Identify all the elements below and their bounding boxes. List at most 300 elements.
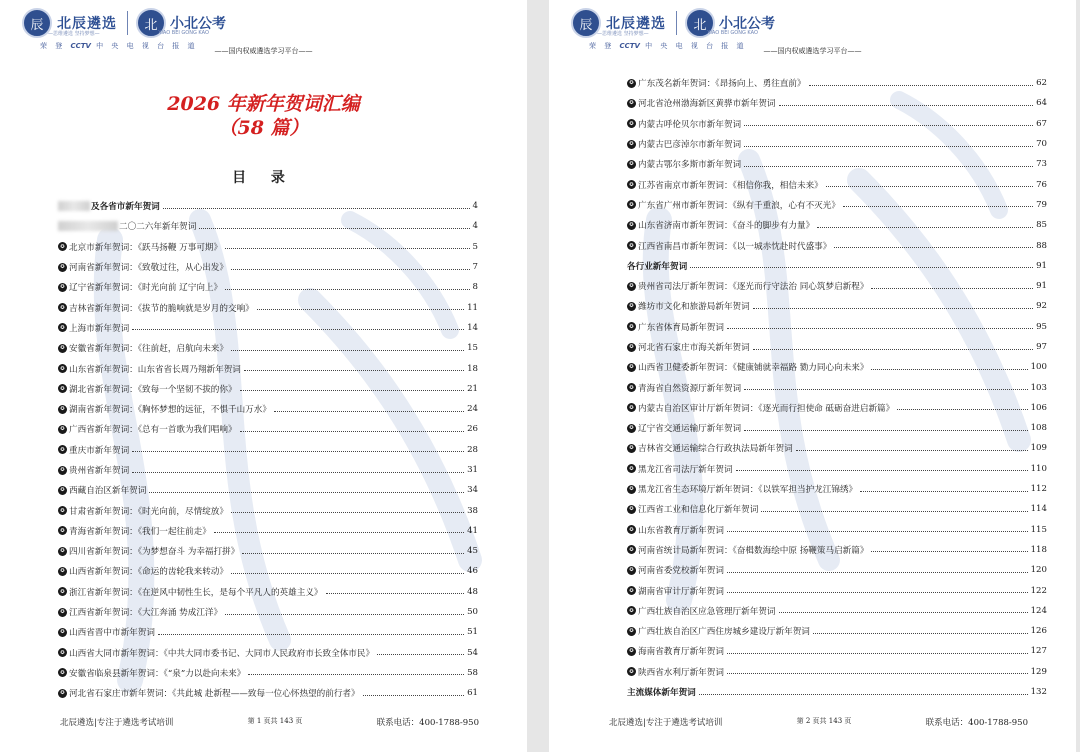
toc-entry-title: 各行业新年贺词 — [627, 261, 688, 272]
toc-page-number: 38 — [467, 505, 478, 516]
bullet-icon: ✪ — [58, 263, 67, 272]
dot-leader — [727, 531, 1028, 532]
bullet-icon: ✪ — [58, 405, 67, 414]
toc-entry-title: 湖南省审计厅新年贺词 — [638, 586, 724, 597]
dot-leader — [149, 492, 464, 493]
bullet-icon: ✪ — [58, 547, 67, 556]
toc-entry[interactable] — [627, 114, 1047, 134]
toc-entry[interactable] — [627, 418, 1047, 438]
toc-entry[interactable] — [627, 337, 1047, 357]
dot-leader — [817, 227, 1033, 228]
bullet-icon: ✪ — [627, 363, 636, 372]
document-page-2 — [549, 0, 1076, 752]
toc-entry-title: 江西省工业和信息化厅新年贺词 — [638, 505, 759, 516]
toc-page-number: 122 — [1030, 585, 1047, 596]
document-title — [0, 92, 527, 140]
toc-page-number: 103 — [1030, 382, 1047, 393]
bullet-icon: ✪ — [627, 647, 636, 656]
toc-entry[interactable] — [627, 641, 1047, 661]
toc-page-number: 109 — [1030, 443, 1047, 454]
dot-leader — [813, 633, 1028, 634]
bullet-icon: ✪ — [627, 282, 636, 291]
toc-entry[interactable] — [58, 419, 478, 439]
toc-page-number: 108 — [1030, 423, 1047, 434]
bullet-icon: ✪ — [627, 525, 636, 534]
toc-page-number: 51 — [467, 627, 478, 638]
toc-entry-title: 及各省市新年贺词 — [91, 202, 160, 213]
toc-entry-title: 陕西省水利厅新年贺词 — [638, 667, 724, 678]
dot-leader — [753, 308, 1033, 309]
dot-leader — [860, 491, 1027, 492]
toc-page-number: 118 — [1030, 544, 1047, 555]
bullet-icon: ✪ — [627, 200, 636, 209]
dot-leader — [761, 511, 1027, 512]
toc-entry[interactable] — [58, 196, 478, 216]
dot-leader — [163, 208, 470, 209]
toc-page-number: 88 — [1036, 240, 1047, 251]
toc-page-number: 64 — [1036, 98, 1047, 109]
toc-entry[interactable] — [58, 582, 478, 602]
toc-entry-title: 辽宁省交通运输厅新年贺词 — [638, 424, 742, 435]
dot-leader — [744, 166, 1033, 167]
title-line-2: （58 篇） — [218, 117, 309, 139]
toc-entry-title: 广西壮族自治区广西住房城乡建设厅新年贺词 — [638, 627, 810, 638]
toc-page-number: 5 — [472, 241, 478, 252]
dot-leader — [214, 532, 464, 533]
toc-entry-title: 辽宁省新年贺词：《时光向前 辽宁向上》 — [69, 283, 223, 294]
toc-entry-title: 广西省新年贺词：《总有一首歌为我们唱响》 — [69, 425, 237, 436]
toc-entry-title: 潍坊市文化和旅游局新年贺词 — [638, 302, 750, 313]
dot-leader — [231, 573, 464, 574]
toc-entry-title: 内蒙古巴彦淖尔市新年贺词 — [638, 140, 742, 151]
dot-leader — [871, 551, 1027, 552]
dot-leader — [744, 389, 1027, 390]
bullet-icon: ✪ — [58, 364, 67, 373]
dot-leader — [699, 694, 1028, 695]
toc-entry[interactable] — [58, 216, 478, 236]
toc-page-number: 120 — [1030, 565, 1047, 576]
toc-entry[interactable] — [627, 93, 1047, 113]
toc-page-number: 54 — [467, 647, 478, 658]
bullet-icon: ✪ — [627, 586, 636, 595]
dot-leader — [242, 553, 464, 554]
toc-page-number: 112 — [1030, 484, 1047, 495]
partner-prefix: 荣 登 — [589, 42, 615, 50]
toc-page-number: 79 — [1036, 199, 1047, 210]
dot-leader — [132, 451, 464, 452]
toc-entry-title: 安徽省临泉县新年贺词：《“泉”力以赴向未来》 — [69, 668, 246, 679]
toc-entry-title: 海南省教育厅新年贺词 — [638, 647, 724, 658]
bullet-icon: ✪ — [627, 302, 636, 311]
bullet-icon: ✪ — [627, 119, 636, 128]
toc-entry-title: 甘肃省新年贺词：《时光向前，尽情绽放》 — [69, 506, 228, 517]
toc-entry-title: 贵州省司法厅新年贺词：《逐光而行守法治 同心筑梦启新程》 — [638, 282, 869, 293]
toc-entry[interactable] — [58, 277, 478, 297]
toc-page-number: 28 — [467, 444, 478, 455]
toc-entry[interactable] — [58, 521, 478, 541]
toc-entry[interactable] — [58, 318, 478, 338]
toc-entry-title: 黑龙江省司法厅新年贺词 — [638, 464, 733, 475]
bullet-icon: ✪ — [627, 566, 636, 575]
bullet-icon: ✪ — [627, 545, 636, 554]
bullet-icon: ✪ — [627, 383, 636, 392]
toc-entry-title: 江西省南昌市新年贺词：《以一城赤忱赴时代盛事》 — [638, 241, 832, 252]
dot-leader — [231, 512, 464, 513]
table-of-contents — [58, 196, 478, 703]
footer-brand: 北辰遴选|专注于遴选考试培训 — [60, 718, 174, 728]
toc-page-number: 58 — [467, 667, 478, 678]
dot-leader — [274, 411, 464, 412]
dot-leader — [727, 328, 1033, 329]
toc-page-number: 76 — [1036, 179, 1047, 190]
toc-entry-title: 安徽省新年贺词：《往前赶，启航向未来》 — [69, 344, 228, 355]
toc-page-number: 11 — [467, 302, 478, 313]
toc-entry[interactable] — [627, 398, 1047, 418]
toc-page-number: 70 — [1036, 139, 1047, 150]
toc-entry[interactable] — [627, 215, 1047, 235]
toc-entry-title: 贵州省新年贺词 — [69, 466, 130, 476]
toc-page-number: 132 — [1030, 687, 1047, 698]
toc-entry[interactable] — [627, 580, 1047, 600]
toc-page-number: 8 — [472, 282, 478, 293]
dot-leader — [158, 634, 464, 635]
toc-page-number: 61 — [467, 688, 478, 699]
dot-leader — [257, 309, 464, 310]
toc-page-number: 110 — [1030, 463, 1047, 474]
toc-page-number: 34 — [467, 485, 478, 496]
toc-entry-title: 山东省济南市新年贺词：《奋斗的脚步有力量》 — [638, 221, 815, 232]
toc-entry[interactable] — [58, 338, 478, 358]
bullet-icon: ✪ — [627, 403, 636, 412]
toc-entry[interactable] — [627, 357, 1047, 377]
toc-entry-title: 湖南省新年贺词：《胸怀梦想的远征，不惧千山万水》 — [69, 405, 271, 416]
toc-entry-title: 江西省新年贺词：《大江奔涌 势成江洋》 — [69, 608, 223, 619]
footer-page-number: 第 1 页共 143 页 — [247, 717, 303, 725]
bullet-icon: ✪ — [627, 99, 636, 108]
bullet-icon: ✪ — [58, 466, 67, 475]
dot-leader — [744, 146, 1033, 147]
toc-entry[interactable] — [627, 499, 1047, 519]
page-footer — [609, 716, 1028, 728]
xiaobei-logo-icon: 北 — [685, 8, 715, 38]
dot-leader — [871, 369, 1027, 370]
dot-leader — [231, 269, 470, 270]
bullet-icon: ✪ — [627, 627, 636, 636]
bullet-icon: ✪ — [627, 180, 636, 189]
toc-entry[interactable] — [58, 561, 478, 581]
toc-page-number: 7 — [472, 262, 478, 273]
toc-entry[interactable] — [58, 297, 478, 317]
bullet-icon: ✪ — [58, 628, 67, 637]
toc-page-number: 18 — [467, 363, 478, 374]
toc-entry[interactable] — [627, 621, 1047, 641]
toc-page-number: 115 — [1030, 524, 1047, 535]
bullet-icon: ✪ — [627, 221, 636, 230]
toc-entry-title: 广东省广州市新年贺词：《纵有千重浪，心有不灭光》 — [638, 200, 840, 211]
partner-suffix: 中 央 电 视 台 报 道 — [96, 42, 198, 50]
bullet-icon: ✪ — [627, 606, 636, 615]
toc-entry[interactable] — [627, 134, 1047, 154]
bullet-icon: ✪ — [627, 444, 636, 453]
bullet-icon: ✪ — [58, 526, 67, 535]
toc-page-number: 92 — [1036, 301, 1047, 312]
toc-entry[interactable] — [627, 174, 1047, 194]
toc-page-number: 127 — [1030, 646, 1047, 657]
toc-entry[interactable] — [627, 377, 1047, 397]
dot-leader — [199, 228, 469, 229]
redacted-text — [58, 221, 118, 231]
bullet-icon: ✪ — [627, 667, 636, 676]
toc-entry-title: 河南省新年贺词：《致敬过往，从心出发》 — [69, 263, 228, 274]
toc-page-number: 85 — [1036, 220, 1047, 231]
table-of-contents — [627, 73, 1047, 702]
toc-page-number: 95 — [1036, 321, 1047, 332]
dot-leader — [736, 470, 1028, 471]
toc-entry[interactable] — [627, 195, 1047, 215]
footer-phone: 联系电话：400-1788-950 — [925, 718, 1028, 728]
toc-entry[interactable] — [627, 154, 1047, 174]
bullet-icon: ✪ — [627, 160, 636, 169]
page-footer — [60, 716, 479, 728]
toc-entry-title: 黑龙江省生态环境厅新年贺词：《以铁军担当护龙江锦绣》 — [638, 485, 858, 496]
cctv-logo: CCTV — [70, 42, 91, 50]
dot-leader — [240, 431, 464, 432]
dot-leader — [727, 673, 1028, 674]
footer-page-number: 第 2 页共 143 页 — [796, 717, 852, 725]
toc-entry-title: 山西省晋中市新年贺词 — [69, 628, 155, 639]
toc-entry-title: 广西壮族自治区应急管理厅新年贺词 — [638, 606, 776, 617]
bullet-icon: ✪ — [58, 648, 67, 657]
dot-leader — [363, 695, 464, 696]
toc-entry-title: 山东省教育厅新年贺词 — [638, 525, 724, 536]
beichen-logo-icon: 辰 — [571, 8, 601, 38]
toc-page-number: 126 — [1030, 626, 1047, 637]
brand-name: 北辰遴选 — [57, 16, 117, 32]
toc-entry[interactable] — [627, 459, 1047, 479]
toc-entry[interactable] — [58, 480, 478, 500]
toc-page-number: 31 — [467, 465, 478, 475]
dot-leader — [248, 674, 464, 675]
dot-leader — [871, 288, 1033, 289]
toc-page-number: 114 — [1030, 504, 1047, 515]
brand2-name: 小北公考 — [170, 16, 226, 32]
toc-entry[interactable] — [627, 560, 1047, 580]
toc-entry-title: 山东省新年贺词：山东省省长周乃翔新年贺词 — [69, 364, 241, 375]
bullet-icon: ✪ — [627, 322, 636, 331]
toc-entry-title: 主流媒体新年贺词 — [627, 688, 696, 699]
toc-entry-title: 吉林省交通运输综合行政执法局新年贺词 — [638, 444, 793, 455]
dot-leader — [225, 289, 469, 290]
toc-entry[interactable] — [58, 602, 478, 622]
toc-page-number: 67 — [1036, 118, 1047, 129]
dot-leader — [744, 125, 1033, 126]
toc-entry[interactable] — [58, 399, 478, 419]
toc-entry[interactable] — [627, 520, 1047, 540]
bullet-icon: ✪ — [58, 668, 67, 677]
toc-page-number: 50 — [467, 607, 478, 618]
toc-entry[interactable] — [627, 73, 1047, 93]
dot-leader — [826, 186, 1033, 187]
toc-entry-title: 广东茂名新年贺词：《昂扬向上、勇往直前》 — [638, 79, 806, 90]
bullet-icon: ✪ — [58, 486, 67, 495]
toc-entry-title: 北京市新年贺词：《跃马扬鞭 万事可期》 — [69, 242, 223, 253]
brand-subtitle: —思维遴选 坚持梦想— — [597, 31, 649, 37]
brand2-name: 小北公考 — [719, 16, 775, 32]
toc-page-number: 91 — [1036, 281, 1047, 292]
toc-page-number: 124 — [1030, 605, 1047, 616]
toc-entry[interactable] — [627, 317, 1047, 337]
dot-leader — [225, 614, 464, 615]
toc-entry-title: 河北省石家庄市新年贺词：《共此城 赴新程——致每一位心怀热望的前行者》 — [69, 689, 360, 700]
footer-brand: 北辰遴选|专注于遴选考试培训 — [609, 718, 723, 728]
toc-entry-title: 四川省新年贺词：《为梦想奋斗 为幸福打拼》 — [69, 547, 240, 558]
header-tagline: ——国内权威遴选学习平台—— — [763, 47, 862, 55]
bullet-icon: ✪ — [627, 505, 636, 514]
brand-subtitle: —思维遴选 坚持梦想— — [48, 31, 100, 37]
toc-entry-title: 上海市新年贺词 — [69, 323, 130, 334]
xiaobei-logo-icon: 北 — [136, 8, 166, 38]
dot-leader — [779, 105, 1034, 106]
toc-entry[interactable] — [627, 276, 1047, 296]
dot-leader — [843, 206, 1033, 207]
partner-prefix: 荣 登 — [40, 42, 66, 50]
bullet-icon: ✪ — [58, 283, 67, 292]
toc-entry[interactable] — [58, 379, 478, 399]
toc-entry[interactable] — [58, 257, 478, 277]
toc-page-number: 45 — [467, 546, 478, 557]
page-header — [0, 0, 527, 62]
bullet-icon: ✪ — [58, 323, 67, 332]
toc-entry[interactable] — [627, 540, 1047, 560]
toc-entry-title: 西藏自治区新年贺词 — [69, 486, 147, 497]
toc-entry[interactable] — [58, 358, 478, 378]
bullet-icon: ✪ — [627, 140, 636, 149]
bullet-icon: ✪ — [58, 567, 67, 576]
bullet-icon: ✪ — [58, 384, 67, 393]
bullet-icon: ✪ — [58, 242, 67, 251]
toc-page-number: 73 — [1036, 159, 1047, 170]
toc-entry[interactable] — [58, 622, 478, 642]
toc-entry[interactable] — [58, 460, 478, 480]
toc-entry[interactable] — [58, 440, 478, 460]
toc-entry-title: 内蒙古鄂尔多斯市新年贺词 — [638, 160, 742, 171]
brand2-subtitle: XIAO BEI GONG KAO — [158, 30, 209, 36]
toc-entry-title: 江苏省南京市新年贺词：《相信你我，相信未来》 — [638, 180, 823, 191]
toc-page-number: 91 — [1036, 260, 1047, 271]
dot-leader — [834, 247, 1033, 248]
toc-page-number: 62 — [1036, 78, 1047, 89]
bullet-icon: ✪ — [58, 689, 67, 698]
dot-leader — [796, 450, 1028, 451]
toc-entry[interactable] — [627, 438, 1047, 458]
toc-entry-title: 吉林省新年贺词：《拔节的脆响就是岁月的交响》 — [69, 303, 254, 314]
toc-entry-title: 浙江省新年贺词：《在逆风中韧性生长，是每个平凡人的英雄主义》 — [69, 587, 323, 598]
toc-entry-title: 河南省委党校新年贺词 — [638, 566, 724, 577]
dot-leader — [132, 472, 464, 473]
dot-leader — [727, 592, 1028, 593]
toc-entry[interactable] — [627, 296, 1047, 316]
toc-entry[interactable] — [627, 235, 1047, 255]
logo-divider — [127, 11, 128, 35]
toc-entry-title: 山西省大同市新年贺词：《中共大同市委书记、大同市人民政府市长致全体市民》 — [69, 648, 375, 659]
dot-leader — [779, 612, 1028, 613]
toc-entry-title: 重庆市新年贺词 — [69, 445, 130, 456]
toc-entry[interactable] — [627, 662, 1047, 682]
bullet-icon: ✪ — [627, 79, 636, 88]
bullet-icon: ✪ — [58, 608, 67, 617]
toc-entry[interactable] — [58, 683, 478, 703]
partner-suffix: 中 央 电 视 台 报 道 — [645, 42, 747, 50]
dot-leader — [897, 409, 1027, 410]
bullet-icon: ✪ — [58, 506, 67, 515]
toc-entry-title: 二〇二六年新年贺词 — [119, 222, 197, 233]
bullet-icon: ✪ — [58, 303, 67, 312]
toc-entry-title: 广东省体育局新年贺词 — [638, 322, 724, 333]
dot-leader — [690, 267, 1033, 268]
document-page-1 — [0, 0, 527, 752]
toc-page-number: 129 — [1030, 666, 1047, 677]
toc-page-number: 21 — [467, 383, 478, 394]
dot-leader — [244, 370, 464, 371]
brand-name: 北辰遴选 — [606, 16, 666, 32]
dot-leader — [727, 653, 1028, 654]
cctv-logo: CCTV — [619, 42, 640, 50]
redacted-text — [58, 201, 90, 211]
header-tagline: ——国内权威遴选学习平台—— — [214, 47, 313, 55]
toc-page-number: 4 — [472, 201, 478, 212]
bullet-icon: ✪ — [58, 425, 67, 434]
toc-page-number: 24 — [467, 404, 478, 415]
toc-entry[interactable] — [627, 601, 1047, 621]
toc-entry[interactable] — [627, 256, 1047, 276]
toc-page-number: 100 — [1030, 362, 1047, 373]
toc-entry[interactable] — [627, 682, 1047, 702]
brand2-subtitle: XIAO BEI GONG KAO — [707, 30, 758, 36]
bullet-icon: ✪ — [627, 485, 636, 494]
title-line-1: 2026 年新年贺词汇编 — [167, 93, 360, 115]
dot-leader — [377, 654, 464, 655]
toc-entry[interactable] — [58, 500, 478, 520]
toc-entry[interactable] — [58, 663, 478, 683]
toc-entry-title: 山西省卫健委新年贺词：《健康铺就幸福路 勠力同心向未来》 — [638, 363, 869, 374]
bullet-icon: ✪ — [627, 464, 636, 473]
toc-page-number: 15 — [467, 343, 478, 354]
toc-page-number: 106 — [1030, 402, 1047, 413]
dot-leader — [727, 572, 1028, 573]
toc-entry[interactable] — [627, 479, 1047, 499]
toc-entry[interactable] — [58, 237, 478, 257]
toc-page-number: 48 — [467, 586, 478, 597]
bullet-icon: ✪ — [58, 587, 67, 596]
page-header — [549, 0, 1076, 62]
dot-leader — [326, 593, 465, 594]
toc-entry-title: 河北省沧州渤海新区黄骅市新年贺词 — [638, 99, 776, 110]
toc-page-number: 46 — [467, 566, 478, 577]
toc-entry-title: 山西省新年贺词：《命运的齿轮我来转动》 — [69, 567, 228, 578]
toc-entry-title: 湖北省新年贺词：《致每一个坚韧不拔的你》 — [69, 384, 237, 395]
toc-entry[interactable] — [58, 541, 478, 561]
toc-page-number: 14 — [467, 322, 478, 333]
toc-entry-title: 内蒙古自治区审计厅新年贺词：《逐光而行担使命 砥砺奋进启新篇》 — [638, 403, 895, 414]
dot-leader — [809, 85, 1033, 86]
toc-page-number: 41 — [467, 525, 478, 536]
dot-leader — [744, 430, 1027, 431]
dot-leader — [225, 248, 469, 249]
toc-page-number: 26 — [467, 424, 478, 435]
dot-leader — [753, 349, 1033, 350]
toc-entry[interactable] — [58, 643, 478, 663]
toc-page-number: 97 — [1036, 342, 1047, 352]
